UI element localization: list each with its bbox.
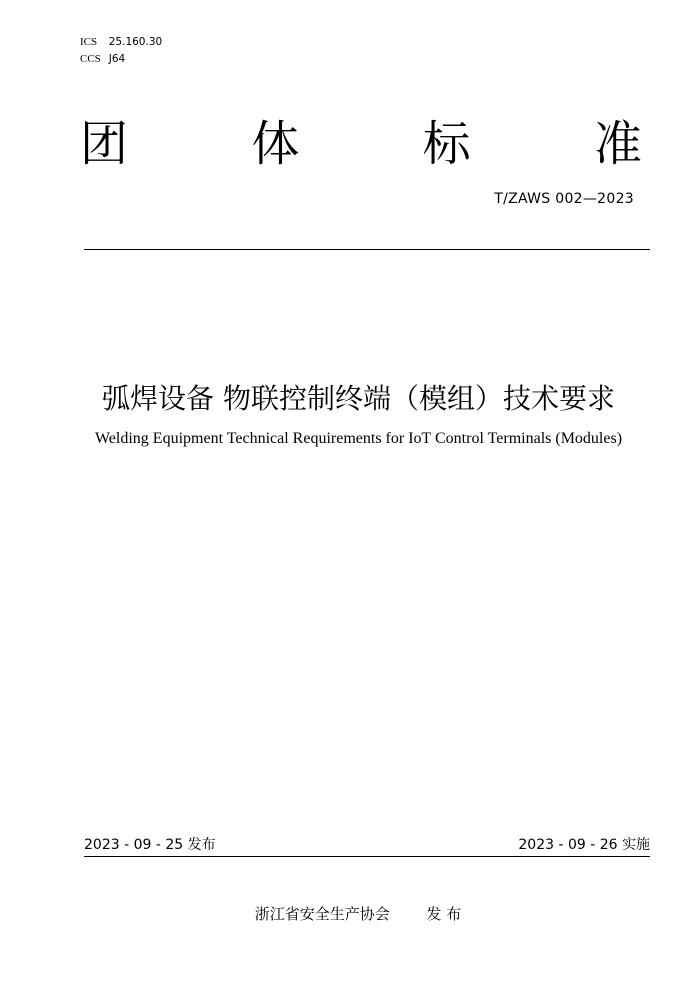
document-title-zh: 弧焊设备 物联控制终端（模组）技术要求 bbox=[102, 382, 615, 415]
standard-type-char-4: 准 bbox=[593, 116, 642, 172]
ccs-value: J64 bbox=[108, 53, 126, 65]
issue-date: 2023 - 09 - 25 发布 bbox=[84, 837, 216, 853]
standard-type-char-1: 团 bbox=[80, 116, 129, 172]
standard-number: T/ZAWS 002—2023 bbox=[494, 191, 634, 207]
ccs-row bbox=[80, 51, 162, 68]
bottom-divider bbox=[84, 856, 650, 857]
publisher-action: 发 布 bbox=[426, 905, 462, 923]
classification-codes bbox=[80, 34, 162, 68]
ics-row bbox=[80, 34, 162, 51]
standard-type-char-3: 标 bbox=[422, 116, 471, 172]
ics-value: 25.160.30 bbox=[108, 36, 163, 48]
publisher-line bbox=[0, 903, 700, 924]
ics-label: ICS bbox=[80, 36, 98, 48]
standard-type-char-2: 体 bbox=[251, 116, 300, 172]
top-divider bbox=[84, 249, 650, 250]
publisher-organization: 浙江省安全生产协会 bbox=[254, 905, 390, 923]
ccs-label: CCS bbox=[80, 53, 101, 65]
implementation-date: 2023 - 09 - 26 实施 bbox=[518, 837, 650, 853]
document-title-en: Welding Equipment Technical Requirements for IoT Control Terminals (Modules) bbox=[94, 430, 623, 447]
standard-type-heading bbox=[80, 112, 642, 176]
